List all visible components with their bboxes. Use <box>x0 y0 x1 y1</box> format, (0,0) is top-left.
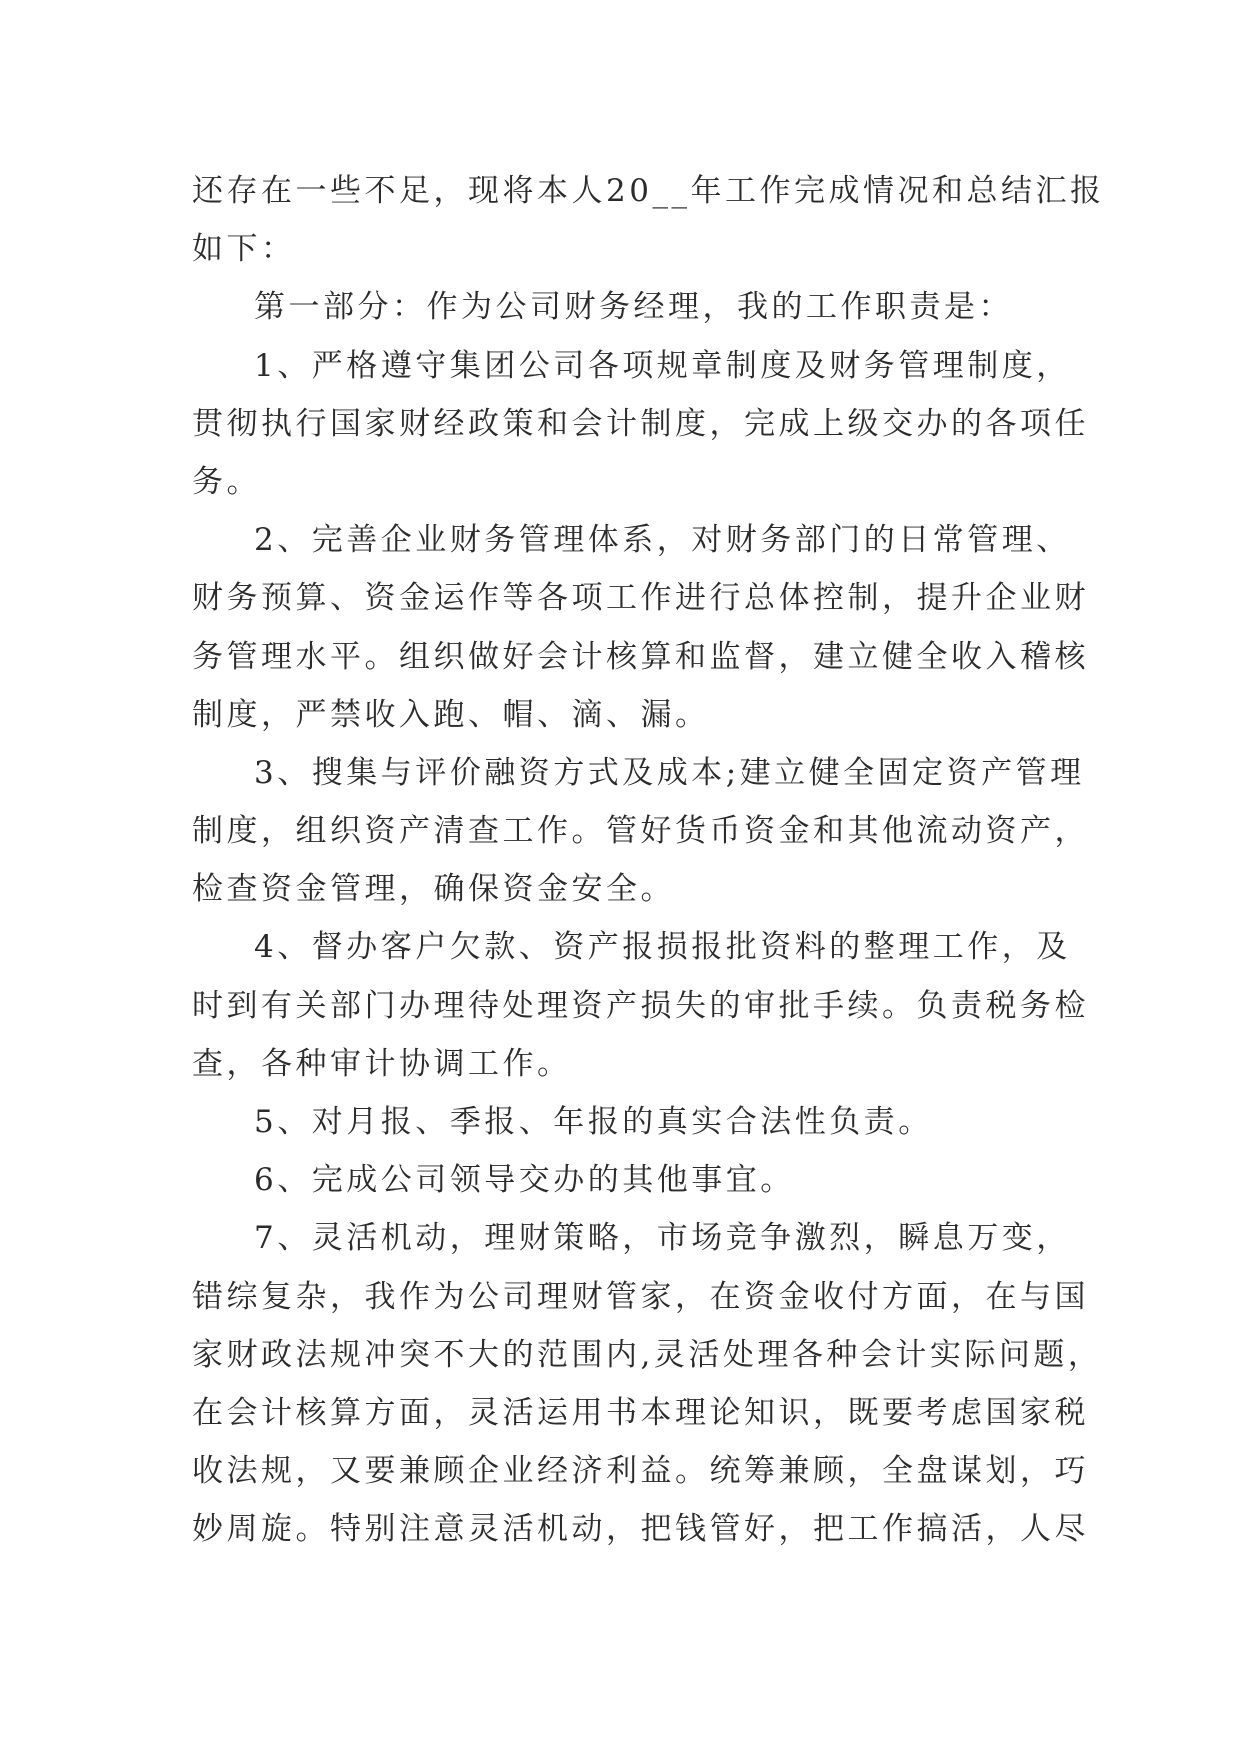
text-line: 妙周旋。特别注意灵活机动，把钱管好，把工作搞活，人尽 <box>192 1511 1089 1548</box>
body-text <box>192 162 1105 1559</box>
text-line: 家财政法规冲突不大的范围内,灵活处理各种会计实际问题， <box>192 1336 1103 1373</box>
text-line: 制度，严禁收入跑、帽、滴、漏。 <box>192 696 710 733</box>
text-line: 2、完善企业财务管理体系，对财务部门的日常管理、 <box>254 522 1071 559</box>
text-line: 收法规，又要兼顾企业经济利益。统筹兼顾，全盘谋划，巧 <box>192 1453 1089 1490</box>
text-line: 错综复杂，我作为公司理财管家，在资金收付方面，在与国 <box>192 1278 1089 1315</box>
text-line: 检查资金管理，确保资金安全。 <box>192 871 675 908</box>
text-line: 4、督办客户欠款、资产报损报批资料的整理工作，及 <box>254 929 1071 966</box>
text-line: 第一部分：作为公司财务经理，我的工作职责是： <box>254 289 1013 326</box>
text-line: 6、完成公司领导交办的其他事宜。 <box>254 1162 795 1199</box>
text-line: 如下： <box>192 231 296 268</box>
text-line: 务管理水平。组织做好会计核算和监督，建立健全收入稽核 <box>192 638 1089 675</box>
text-line: 时到有关部门办理待处理资产损失的审批手续。负责税务检 <box>192 987 1089 1024</box>
text-line: 贯彻执行国家财经政策和会计制度，完成上级交办的各项任 <box>192 405 1089 442</box>
text-line: 制度，组织资产清查工作。管好货币资金和其他流动资产， <box>192 813 1089 850</box>
text-line: 在会计核算方面，灵活运用书本理论知识，既要考虑国家税 <box>192 1394 1089 1431</box>
text-line: 还存在一些不足，现将本人20__年工作完成情况和总结汇报 <box>192 173 1105 209</box>
text-line: 务。 <box>192 463 261 500</box>
text-line: 5、对月报、季报、年报的真实合法性负责。 <box>254 1104 933 1140</box>
text-line: 财务预算、资金运作等各项工作进行总体控制，提升企业财 <box>192 580 1089 617</box>
text-line: 7、灵活机动，理财策略，市场竞争激烈，瞬息万变， <box>254 1220 1071 1257</box>
text-line: 1、严格遵守集团公司各项规章制度及财务管理制度， <box>254 347 1071 384</box>
text-line: 3、搜集与评价融资方式及成本;建立健全固定资产管理 <box>254 754 1085 791</box>
text-line: 查，各种审计协调工作。 <box>192 1045 572 1082</box>
